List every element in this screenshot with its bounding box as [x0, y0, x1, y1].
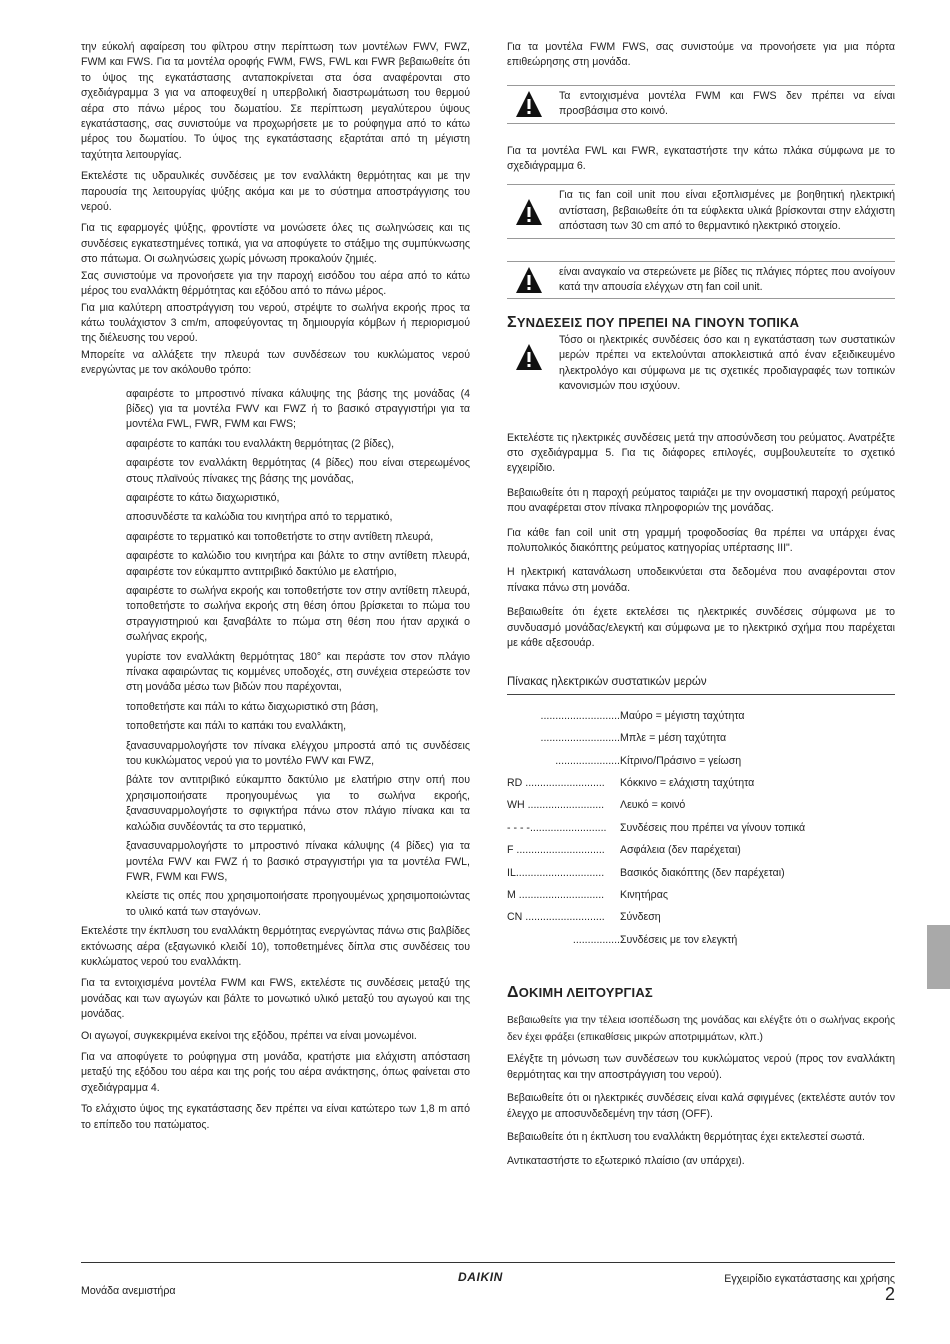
legend-row: [507, 933, 895, 955]
paragraph: την εύκολή αφαίρεση του φίλτρου στην περίπτωση των μοντέλων FWV, FWZ, FWM και FWS. Για τα μοντέλα οροφής FWM, FWS, FWL και FWR βεβαιωθείτε ότι το ύψος της εγκατάστασης ανταποκρίνεται στα όσα αναφέρονται στο σχεδιάγραμμα 3 για να αποφευχθεί η υπερβολική διαστρωμάτωση του θερμού αέρα στο πάνω μέρος του δωματίου. Σε περίπτωση μεγαλύτερου ύψους εγκατάστασης, σας συνιστούμε να προχωρήσετε με το ρούφηγμα από το κάτω μέρος του δωματίου. Το ύψος της εγκατάστασης εξαρτάται από τη μέγιστη ταχύτητα λειτουργίας.: [81, 41, 470, 161]
warning-box: [507, 261, 895, 300]
warning-triangle-icon: [515, 266, 543, 294]
footer-divider: [81, 1262, 895, 1263]
legend-value: Βασικός διακόπτης (δεν παρέχεται): [620, 866, 785, 879]
list-item: βάλτε τον αντιτριβικό εύκαμπτο δακτύλιο με ελατήριο στην οπή που χρησιμοποιήσατε προηγουμένως για το σωλήνα εκροής, ξανασυναρμολογήστε το σφιγκτήρα πάνω στον πλάγιο πίνακα και τα καλώδια συνδέοντάς τα στο τερματικό,: [126, 774, 470, 833]
warning-triangle-icon: [515, 90, 543, 118]
warning-triangle-icon: [515, 198, 543, 226]
list-item: κλείστε τις οπές που χρησιμοποιήσατε προηγουμένως χρησιμοποιώντας το υλικό κατά των σταγόνων.: [126, 890, 470, 918]
paragraph: Βεβαιωθείτε ότι οι ηλεκτρικές συνδέσεις είναι καλά σφιγμένες (εκτελέστε αυτόν τον έλεγχο με αποσυνδεδεμένη την τάση (OFF).: [507, 1092, 895, 1120]
list-item: ξανασυναρμολογήστε το μπροστινό πίνακα κάλυψης (4 βίδες) για τα μοντέλα FWV και FWZ ή το βασικό στραγγιστήρι για τα μοντέλα FWL, FWR, FWM και FWS,: [126, 840, 470, 883]
legend-key: ...........................: [540, 709, 620, 722]
paragraph: Βεβαιωθείτε για την τέλεια ισοπέδωση της μονάδας και ελέγξτε ότι ο σωλήνας εκροής δεν έχει φράξει (επικαθίσεις μικρών αποτριμμάτων, κλπ.): [507, 1015, 895, 1044]
list-item: ξανασυναρμολογήστε τον πίνακα ελέγχου μπροστά από τις συνδέσεις του κυκλώματος νερού για το μοντέλο FWV και FWZ,: [126, 739, 470, 768]
legend-row: [507, 754, 895, 776]
list-item: αφαιρέστε το καλώδιο του κινητήρα και βάλτε το στην αντίθετη πλευρά, αφαιρέστε τον εύκαμπτο αντιτριβικό δακτύλιο με ελατήριο,: [126, 550, 470, 578]
legend-row: [507, 709, 895, 731]
warning-text: Τόσο οι ηλεκτρικές συνδέσεις όσο και η εγκατάσταση των συστατικών μερών πρέπει να εκτελούνται αποκλειστικά από έναν εξειδικευμένο ηλεκτρολόγο και σύμφωνα με τις σχετικές προδιαγραφές των τοπικών κανονισμών που ισχύουν.: [559, 333, 895, 393]
legend-row: [507, 731, 895, 753]
list-item: τοποθετήστε και πάλι το κάτω διαχωριστικό στη βάση,: [126, 700, 379, 713]
legend-key: ................: [572, 933, 620, 946]
legend-value: Σύνδεση: [620, 911, 661, 924]
legend-key: RD ...........................: [507, 776, 605, 789]
list-item: αφαιρέστε το μπροστινό πίνακα κάλυψης της βάσης της μονάδας (4 βίδες) για τα μοντέλα FWV και FWZ ή το βασικό στραγγιστήρι για τα μοντέλα FWL, FWR, FWM και FWS;: [126, 387, 470, 431]
warning-triangle-icon: [515, 343, 543, 371]
legend-row: [507, 866, 895, 888]
paragraph: Μπορείτε να αλλάξετε την πλευρά των συνδέσεων του κυκλώματος νερού ενεργώντας με τον ακόλουθο τρόπο:: [81, 348, 470, 377]
list-item: αφαιρέστε το τερματικό και τοποθετήστε το στην αντίθετη πλευρά,: [126, 530, 434, 543]
legend-value: Συνδέσεις που πρέπει να γίνουν τοπικά: [620, 821, 806, 834]
footer-product-name: Μονάδα ανεμιστήρα: [81, 1285, 176, 1297]
step-list: [81, 387, 470, 921]
legend-key: F ..............................: [507, 844, 605, 857]
legend-value: Λευκό = κοινό: [620, 799, 686, 812]
list-item: αφαιρέστε το καπάκι του εναλλάκτη θερμότητας (2 βίδες),: [126, 437, 395, 450]
warning-text: είναι αναγκαίο να στερεώνετε με βίδες τις πλάγιες πόρτες που ανοίγουν κατά την απουσία ελέγχων στη fan coil unit.: [559, 265, 895, 294]
legend-value: Συνδέσεις με τον ελεγκτή: [620, 933, 738, 946]
legend-row: [507, 843, 895, 865]
legend-row: [507, 888, 895, 910]
paragraph: Ελέγξτε τη μόνωση των συνδέσεων του κυκλώματος νερού (προς τον εναλλάκτη θερμότητας και την αποστράγγιση του νερού).: [507, 1053, 895, 1081]
paragraph: Βεβαιωθείτε ότι η παροχή ρεύματος ταιριάζει με την ονομαστική παροχή ρεύματος που αναφέρεται στον πίνακα πληροφοριών της μονάδας.: [507, 486, 895, 515]
list-item: αφαιρέστε το κάτω διαχωριστικό,: [126, 491, 280, 504]
list-item: αποσυνδέστε τα καλώδια του κινητήρα από το τερματικό,: [126, 511, 393, 524]
paragraph: Εκτελέστε την έκπλυση του εναλλάκτη θερμότητας ενεργώντας πάνω στις βαλβίδες εκτόνωσης αέρα (εξαγωνικό κλειδί 10), τοποθετημένες δίπλα στις συνδέσεις του κυκλώματος νερού του εναλλάκτη.: [81, 925, 470, 968]
paragraph: Αντικαταστήστε το εξωτερικό πλαίσιο (αν υπάρχει).: [507, 1154, 745, 1167]
legend-key: IL..............................: [507, 866, 605, 879]
section-tab: [927, 925, 950, 989]
legend-value: Ασφάλεια (δεν παρέχεται): [620, 844, 741, 857]
legend-value: Κόκκινο = ελάχιστη ταχύτητα: [620, 776, 755, 789]
warning-box: [507, 85, 895, 124]
warning-box: [507, 184, 895, 238]
component-legend: [507, 709, 895, 955]
legend-row: [507, 821, 895, 843]
legend-key: WH ..........................: [507, 799, 605, 812]
paragraph: Για τα εντοιχισμένα μοντέλα FWM και FWS, εκτελέστε τις συνδέσεις μεταξύ της μονάδας και των αγωγών και βάλτε το μονωτικό υλικό μεταξύ του αγωγού και της μονάδας.: [81, 977, 470, 1021]
list-item: αφαιρέστε το σωλήνα εκροής και τοποθετήστε τον στην αντίθετη πλευρά, τοποθετήστε το σωλήνα εκροής στη θέση όπου βρίσκεται το πώμα του στραγγιστηριού και ξαναβάλτε το πώμα στη θέση που ήταν αρχικά ο σωλήνας εκροής,: [126, 585, 470, 644]
paragraph: Οι αγωγοί, συγκεκριμένα εκείνοι της εξόδου, πρέπει να είναι μονωμένοι.: [81, 1029, 417, 1042]
legend-key: - - - -..........................: [507, 821, 607, 834]
right-column: [507, 40, 895, 1175]
paragraph: Εκτελέστε τις ηλεκτρικές συνδέσεις μετά την αποσύνδεση του ρεύματος. Ανατρέξτε στο σχεδιάγραμμα 5. Για τις διάφορες επιλογές, συμβουλευτείτε το σχετικό εγχειρίδιο.: [507, 431, 895, 475]
paragraph: Για να αποφύγετε το ρούφηγμα στη μονάδα, κρατήστε μια ελάχιστη απόσταση μεταξύ της εξόδου του αέρα και της ροής του αέρα ανάκτησης, όπως φαίνεται στο σχεδιάγραμμα 4.: [81, 1050, 470, 1094]
paragraph: Η ηλεκτρική κατανάλωση υποδεικνύεται στα δεδομένα που αναφέρονται στον πίνακα πάνω στη μονάδα.: [507, 566, 895, 594]
legend-value: Μπλε = μέση ταχύτητα: [620, 732, 727, 745]
paragraph: Για τα μοντέλα FWM FWS, σας συνιστούμε να προνοήσετε για μια πόρτα επιθεώρησης στη μονάδα.: [507, 41, 895, 69]
paragraph: Για τα μοντέλα FWL και FWR, εγκαταστήστε την κάτω πλάκα σύμφωνα με το σχεδιάγραμμα 6.: [507, 144, 895, 173]
warning-note: [507, 333, 895, 395]
heading-text: ΥΝΔΕΣΕΙΣ ΠΟΥ ΠΡΕΠΕΙ ΝΑ ΓΙΝΟΥΝ ΤΟΠΙΚΑ: [516, 315, 800, 331]
brand-logo: DAIKIN: [458, 1270, 503, 1284]
paragraph: Βεβαιωθείτε ότι η έκπλυση του εναλλάκτη θερμότητας έχει εκτελεστεί σωστά.: [507, 1131, 865, 1144]
legend-key: M .............................: [507, 888, 605, 901]
warning-text: Τα εντοιχισμένα μοντέλα FWM και FWS δεν πρέπει να είναι προσβάσιμα στο κοινό.: [559, 89, 895, 118]
paragraph: Σας συνιστούμε να προνοήσετε για την παροχή εισόδου του αέρα από το κάτω μέρος του εναλλάκτη θέρμότητας και εξόδου από το πάνω μέρος.: [81, 269, 470, 298]
legend-key: ...........................: [540, 732, 620, 745]
legend-value: Κινητήρας: [620, 888, 668, 901]
section-heading: [507, 985, 895, 1000]
paragraph: Το ελάχιστο ύψος της εγκατάστασης δεν πρέπει να είναι κατώτερο των 1,8 m από το επίπεδο του πατώματος.: [81, 1103, 470, 1131]
legend-value: Μαύρο = μέγιστη ταχύτητα: [620, 709, 745, 722]
heading-text: ΟΚΙΜΗ ΛΕΙΤΟΥΡΓΙΑΣ: [518, 985, 653, 1001]
list-item: γυρίστε τον εναλλάκτη θερμότητας 180° και περάστε τον στον πλάγιο πίνακα αφαιρώντας τις κομμένες υποδοχές, στη συνέχεια στερεώστε τον στη μονάδα μέσω των βιδών που παρέχονται,: [126, 650, 470, 694]
legend-key: ......................: [555, 754, 620, 767]
paragraph: Για τις εφαρμογές ψύξης, φροντίστε να μονώσετε όλες τις σωληνώσεις και τις συνδέσεις εγκατεστημένες τοπικά, για να αποφύγετε το στάξιμο της συμπύκνωσης στο πάτωμα. Οι σωληνώσεις χωρίς μόνωση προκαλούν ζημιές.: [81, 222, 470, 266]
page-number: 2: [884, 1284, 895, 1304]
legend-row: [507, 910, 895, 932]
paragraph: Για κάθε fan coil unit στη γραμμή τροφοδοσίας θα πρέπει να υπάρχει ένας πολυπολικός διακόπτης ρεύματος κατηγορίας υπέρτασης III".: [507, 526, 895, 554]
heading-initial: Σ: [507, 314, 517, 332]
paragraph: Βεβαιωθείτε ότι έχετε εκτελέσει τις ηλεκτρικές συνδέσεις σύμφωνα με το συνδυασμό μονάδας/ελεγκτή και σύμφωνα με το ηλεκτρικό σχήμα που παρέχεται με κάθε αξεσουάρ.: [507, 606, 895, 649]
table-title: Πίνακας ηλεκτρικών συστατικών μερών: [507, 675, 895, 694]
section-heading: [507, 315, 895, 330]
footer-manual-title: Εγχειρίδιο εγκατάστασης και χρήσης: [724, 1273, 895, 1285]
left-column: [81, 40, 470, 1139]
paragraph: Εκτελέστε τις υδραυλικές συνδέσεις με τον εναλλάκτη θερμότητας και με την παρουσία της λειτουργίας ψύξης ακόμα και με το σύστημα αποστράγγισης του νερού.: [81, 170, 470, 214]
legend-row: [507, 798, 895, 820]
list-item: αφαιρέστε τον εναλλάκτη θερμότητας (4 βίδες) που είναι στερεωμένος στους πλαϊνούς πίνακες της βάσης της μονάδας,: [126, 457, 470, 485]
heading-initial: Δ: [507, 984, 519, 1002]
legend-row: [507, 776, 895, 798]
paragraph: Για μια καλύτερη αποστράγγιση του νερού, στρέψτε το σωλήνα εκροής προς τα κάτω τουλάχιστον 3 cm/m, αποφεύγοντας τη δημιουργία κόμβων ή περιορισμού της διέλευσης του νερού.: [81, 301, 470, 345]
legend-value: Κίτρινο/Πράσινο = γείωση: [620, 754, 742, 767]
legend-key: CN ...........................: [507, 911, 605, 924]
list-item: τοποθετήστε και πάλι το καπάκι του εναλλάκτη,: [126, 720, 347, 733]
warning-text: Για τις fan coil unit που είναι εξοπλισμένες με βοηθητική ηλεκτρική αντίσταση, βεβαιωθείτε ότι τα εύφλεκτα υλικά βρίσκονται στην ελάχιστη απόσταση των 30 cm από το θερμαντικό ηλεκτρικό στοιχείο.: [559, 189, 895, 233]
